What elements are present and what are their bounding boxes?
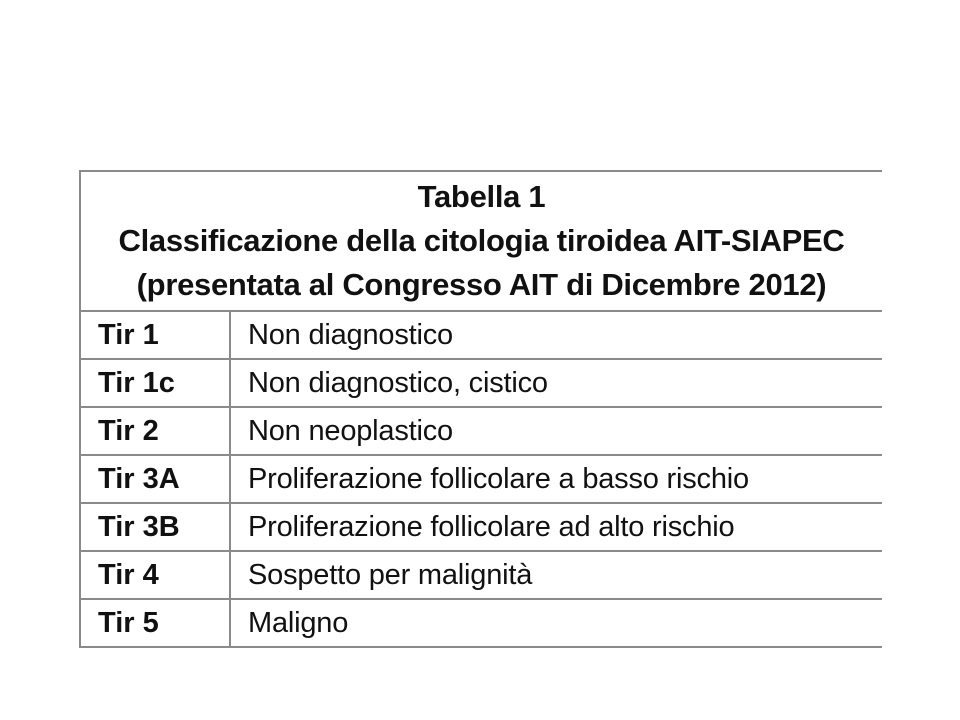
table-title-line: (presentata al Congresso AIT di Dicembre 2012) [136,267,827,302]
row-description: Non neoplastico [248,414,453,447]
classification-table [79,170,882,648]
table-title-line: Classificazione della citologia tiroidea AIT-SIAPEC [118,223,845,258]
row-description: Non diagnostico [248,318,453,351]
table-row [81,360,882,408]
row-code: Tir 3A [81,456,231,502]
table-row [81,552,882,600]
row-code: Tir 1c [81,360,231,406]
row-code: Tir 1 [81,312,231,358]
row-description: Non diagnostico, cistico [248,366,548,399]
row-description: Maligno [248,606,349,639]
row-description: Proliferazione follicolare a basso rischio [248,462,749,495]
table-title-line: Tabella 1 [417,179,546,214]
table-row [81,504,882,552]
table-row [81,408,882,456]
table-row [81,600,882,646]
row-code: Tir 5 [81,600,231,646]
row-description: Proliferazione follicolare ad alto rischio [248,510,735,543]
row-description: Sospetto per malignità [248,558,533,591]
row-code: Tir 4 [81,552,231,598]
table-title [81,172,882,312]
table-row [81,312,882,360]
row-code: Tir 2 [81,408,231,454]
row-code: Tir 3B [81,504,231,550]
table-row [81,456,882,504]
